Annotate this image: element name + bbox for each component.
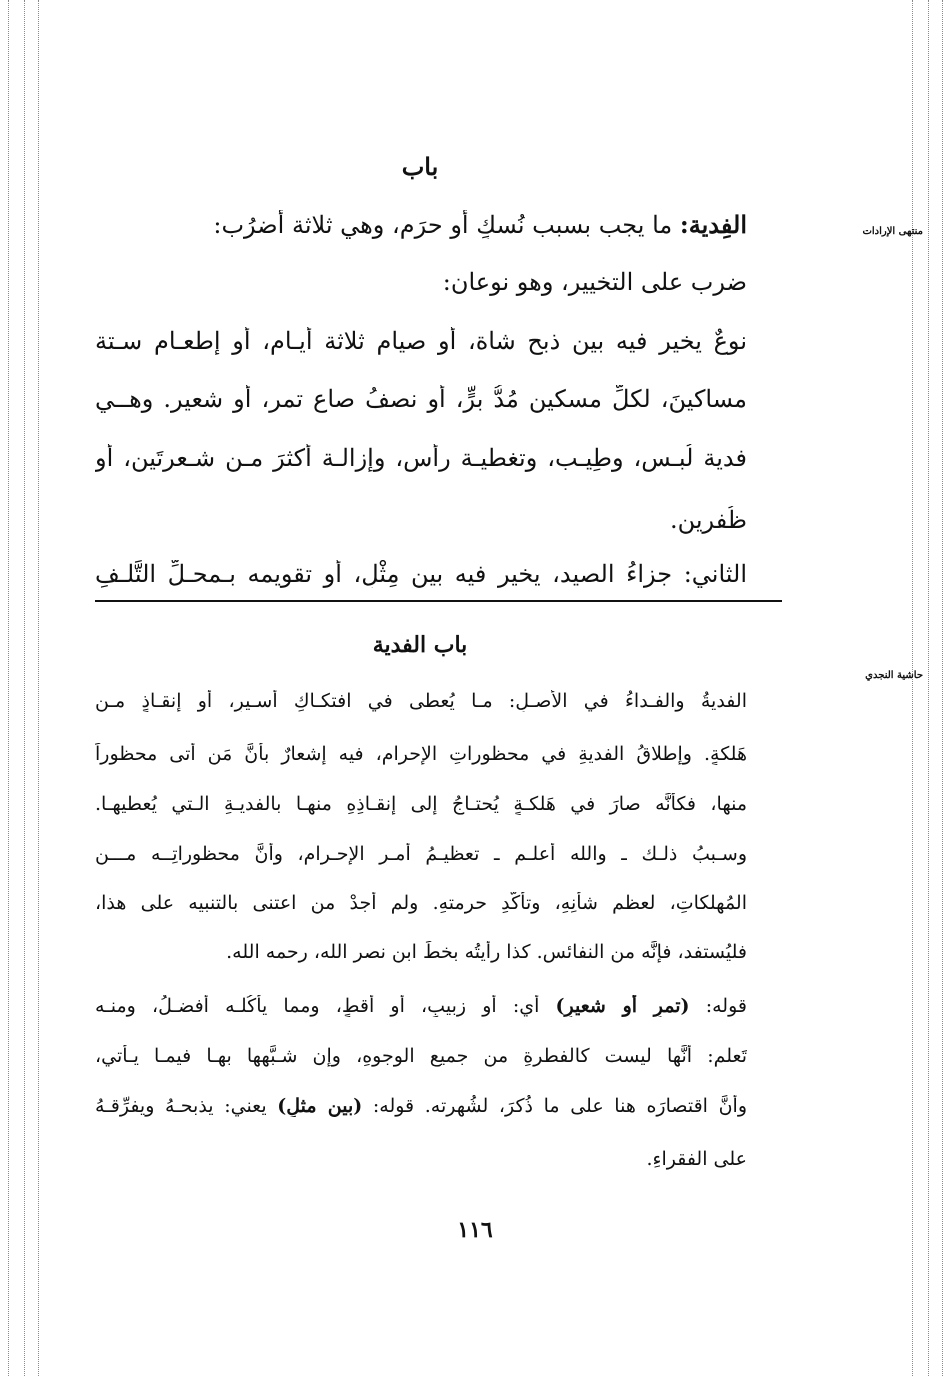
commentary-heading: باب الفدية xyxy=(372,632,468,658)
main-heading: باب xyxy=(401,152,439,181)
page-number: ١١٦ xyxy=(457,1217,493,1243)
defined-term: الفِدية: xyxy=(679,210,747,239)
commentary-line-7: قوله: (تمرٍ أو شعيرٍ) أي: أو زبيبٍ، أو أقطٍ، ومما يأكُلـه أفضـلُ، ومنـه xyxy=(95,995,747,1017)
quoted-phrase: (تمرٍ أو شعيرٍ) xyxy=(555,995,690,1017)
commentary-line-3: منها، فكأنَّه صارَ في هَلكـةٍ يُحتـاجُ إلى إنقـاذِهِ منهـا بالفديـةِ الـتي يُعطيهـا. xyxy=(95,793,747,815)
main-line-3: نوعٌ يخير فيه بين ذبح شاة، أو صيام ثلاثة أيـامٍ، أو إطعـامِ سـتة xyxy=(95,327,747,355)
scan-edge-line xyxy=(942,0,943,1376)
section-divider xyxy=(95,600,782,602)
margin-label-commentary-source: حاشية النجدي xyxy=(865,670,923,681)
commentary-line-5: المُهلكاتِ، لعظمِ شأنِهِ، وتأكُّدِ حرمتهِ. ولم أجدْ من اعتنى بالتنبيه على هذا، xyxy=(95,892,747,914)
main-line-1: الفِدية: ما يجب بسبب نُسكٍ أو حرَم، وهي ثلاثة أضرُب: xyxy=(213,210,747,239)
scan-edge-line xyxy=(8,0,9,1376)
commentary-line-8: تَعلم: أنَّها ليست كالفطرةِ من جميعِ الوجوهِ، وإن شـبَّهها بهـا فيمـا يـأتي، xyxy=(95,1045,747,1067)
commentary-line-1: الفديةُ والفـداءُ في الأصـلِ: مـا يُعطى في افتكـاكِ أسـيرٍ، أو إنقـاذٍ مـن xyxy=(95,690,747,712)
main-line-4: مساكينَ، لكلِّ مسكينٍ مُدُّ برٍّ، أو نصفُ صاعِ تمرٍ، أو شعيرٍ. وهــي xyxy=(95,385,747,413)
commentary-line-10: على الفقراءِ. xyxy=(646,1148,747,1170)
quoted-phrase: (بين مثلٍ) xyxy=(277,1095,363,1117)
main-line-2: ضرب على التخيير، وهو نوعان: xyxy=(442,268,747,296)
scan-edge-line xyxy=(24,0,25,1376)
main-line-5: فدية لُبـس، وطِيـب، وتغطيـة رأس، وإزالـة أكثرَ مـن شـعرتَين، أو xyxy=(95,444,747,472)
scan-edge-line xyxy=(38,0,39,1376)
scan-edge-line xyxy=(928,0,929,1376)
main-line-7: الثاني: جزاءُ الصيد، يخير فيه بين مِثْلٍ، أو تقويمه بـمحـلِّ التَّلـفِ xyxy=(95,560,747,588)
commentary-line-2: هَلكةٍ. وإطلاقُ الفديةِ في محظوراتِ الإحرامِ، فيه إشعارٌ بأنَّ مَن أتى محظوراً xyxy=(95,743,747,765)
scan-edge-line xyxy=(912,0,913,1376)
commentary-line-4: وسـببُ ذلـك ـ والله أعلـم ـ تعظيـمُ أمـرِ الإحـرام، وأنَّ محظوراتِــه مـــن xyxy=(95,843,747,865)
margin-label-main-source: منتهى الإرادات xyxy=(862,226,923,237)
commentary-line-9: وأنَّ اقتصارَه هنا على ما ذُكرَ، لشُهرته. قوله: (بين مثلٍ) يعني: يذبحـهُ ويفرِّقـهُ xyxy=(95,1095,747,1117)
main-line-6: ظُفرين. xyxy=(669,506,747,534)
commentary-line-6: فليُستفد، فإنَّه من النفائسِ. كذا رأيتُه بخطِّ ابن نصر الله، رحمه الله. xyxy=(226,941,747,963)
